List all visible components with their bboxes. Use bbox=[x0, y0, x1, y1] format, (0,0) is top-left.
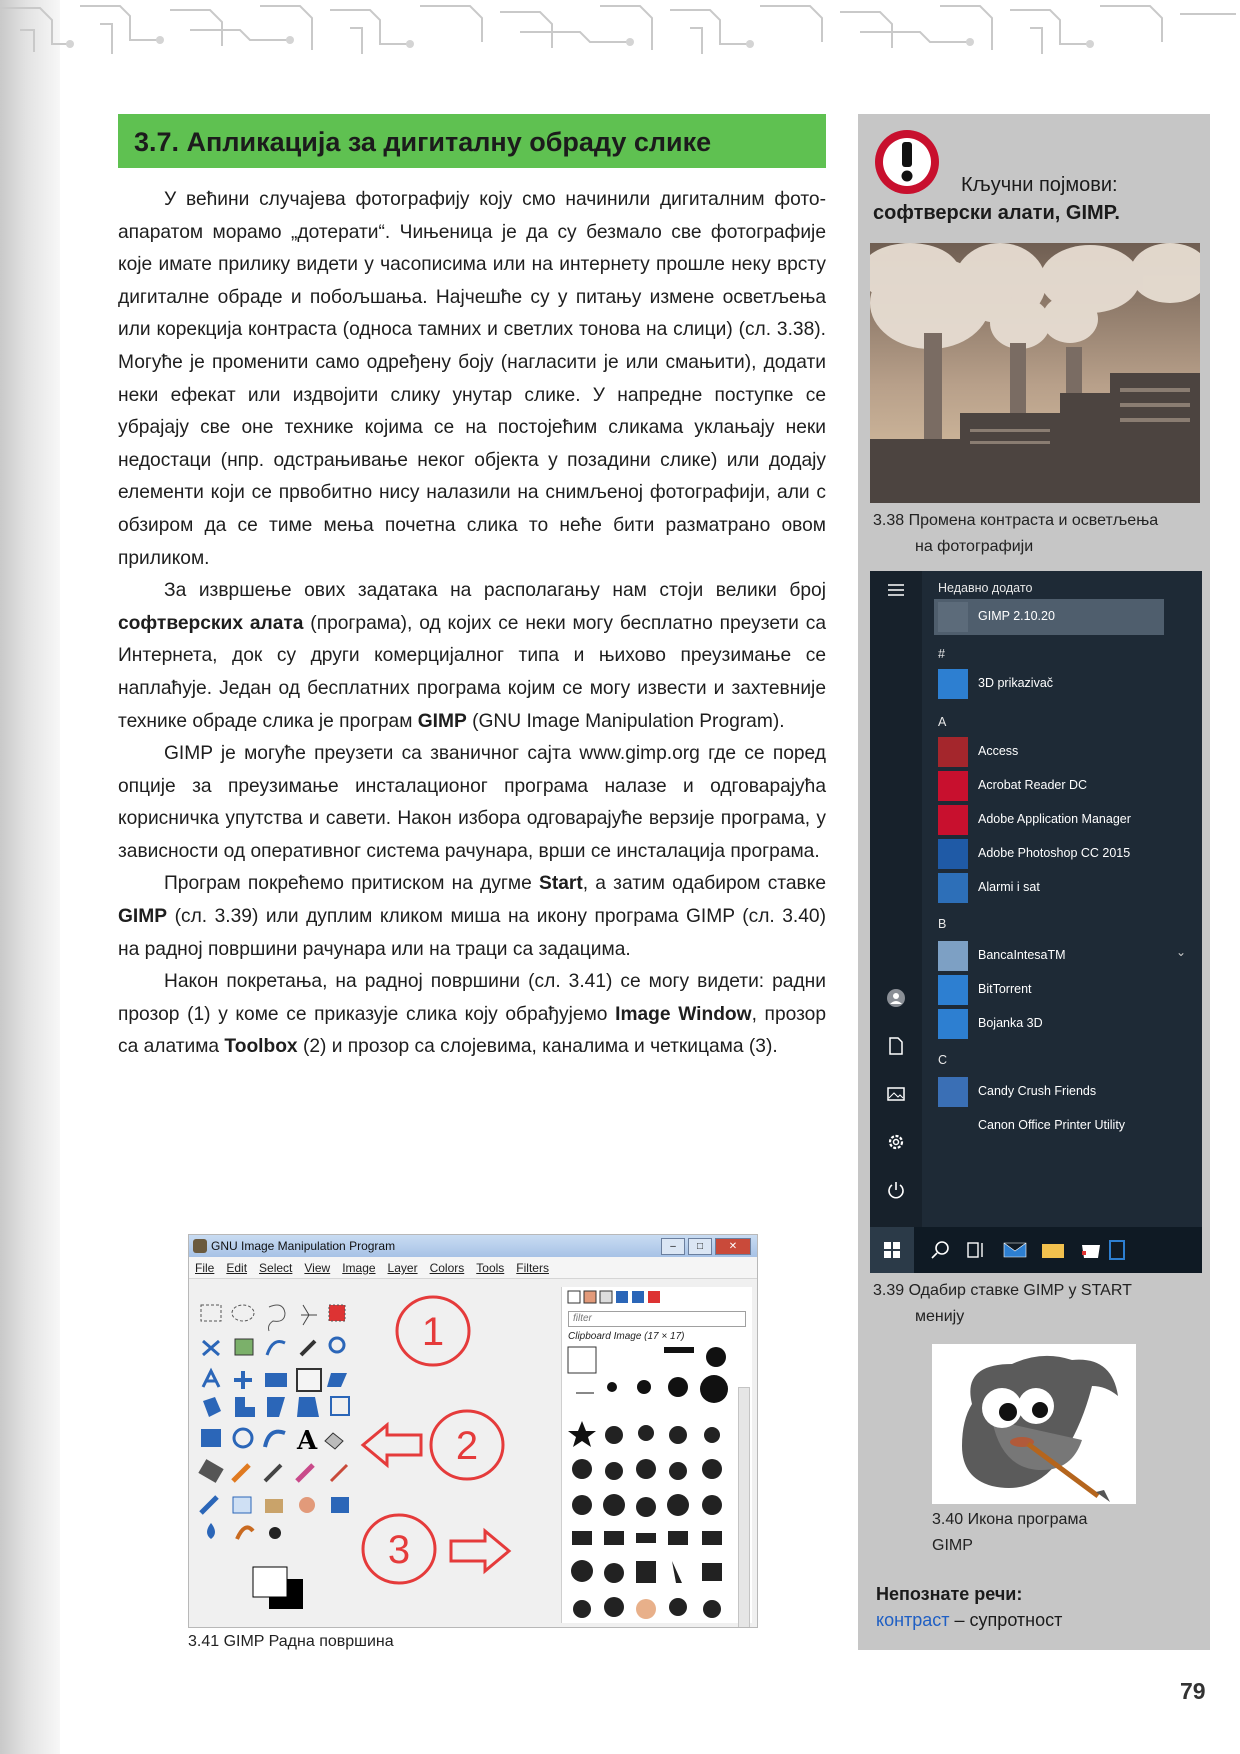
search-icon bbox=[936, 1242, 948, 1254]
caption-3-39-line1: 3.39 Одабир ставке GIMP у START bbox=[873, 1282, 1132, 1299]
figure-annotations bbox=[189, 1235, 757, 1627]
start-item-alarms[interactable]: Alarmi i sat bbox=[938, 871, 1194, 905]
start-item-3d-viewer[interactable]: 3D prikazivač bbox=[938, 667, 1194, 701]
alert-exclamation-icon bbox=[872, 127, 942, 197]
gimp-wilber-icon bbox=[932, 1344, 1136, 1504]
gimp-window-title: GNU Image Manipulation Program bbox=[211, 1239, 396, 1253]
adobe-am-tile-icon bbox=[938, 805, 968, 835]
key-terms: софтверски алати, GIMP. bbox=[873, 202, 1120, 224]
start-item-access[interactable]: Access bbox=[938, 735, 1194, 769]
start-item-bancaintesa[interactable]: BancaIntesaTM ⌄ bbox=[938, 939, 1194, 973]
paragraph-3: GIMP је могуће преузети са званичног сајта www.gimp.org где се поред опције за преузимање инсталационог програма налазе и одговарајућа корисничка упутства и савети. Након избора одговарајуће верзије програма, у зависности од оперативног система рачунара, врши се инсталација програма. bbox=[118, 743, 826, 862]
recent-header: Недавно додато bbox=[938, 581, 1033, 595]
text-tool-icon: A bbox=[297, 1426, 318, 1456]
glossary-term-link[interactable]: контраст bbox=[876, 1610, 950, 1630]
acrobat-tile-icon bbox=[938, 771, 968, 801]
bojanka-tile-icon bbox=[938, 1009, 968, 1039]
pictures-icon[interactable] bbox=[885, 1083, 907, 1105]
taskbar bbox=[870, 1227, 1202, 1273]
maximize-icon[interactable]: □ bbox=[688, 1238, 712, 1255]
mail-icon bbox=[1004, 1243, 1026, 1257]
gimp-menu-edit[interactable]: Edit bbox=[226, 1261, 248, 1275]
canon-tile-icon bbox=[938, 1111, 968, 1141]
gimp-menu-filters[interactable]: Filters bbox=[516, 1261, 549, 1275]
account-icon[interactable] bbox=[885, 987, 907, 1009]
unknown-words-entry bbox=[876, 1610, 1062, 1631]
group-hash: # bbox=[938, 647, 945, 661]
marker-2: 2 bbox=[455, 1424, 479, 1468]
paragraph-5: Након покретања, на радној површини (сл. 3.41) се могу видети: радни прозор (1) у коме се приказује слика коју обрађујемо Image Window, прозор са алатима Toolbox (2) и прозор са слојевима, каналима и четкицама (3). bbox=[118, 971, 826, 1058]
chevron-down-icon[interactable]: ⌄ bbox=[1176, 945, 1187, 959]
start-menu-rail bbox=[870, 571, 922, 1273]
gimp-menu-file[interactable]: File bbox=[195, 1261, 215, 1275]
gimp-menu-image[interactable]: Image bbox=[342, 1261, 376, 1275]
gimp-menu-colors[interactable]: Colors bbox=[429, 1261, 465, 1275]
start-item-gimp[interactable]: GIMP 2.10.20 bbox=[938, 600, 1194, 634]
caption-3-40-line2: GIMP bbox=[932, 1537, 973, 1554]
sidebar bbox=[858, 114, 1210, 1650]
start-item-acrobat[interactable]: Acrobat Reader DC bbox=[938, 769, 1194, 803]
photoshop-tile-icon bbox=[938, 839, 968, 869]
start-item-adobe-application-manager[interactable]: Adobe Application Manager bbox=[938, 803, 1194, 837]
group-a: A bbox=[938, 715, 947, 729]
caption-3-38-line2: на фотографији bbox=[915, 538, 1034, 555]
settings-gear-icon[interactable] bbox=[885, 1131, 907, 1153]
power-icon[interactable] bbox=[885, 1179, 907, 1201]
taskbar-icons[interactable] bbox=[870, 1227, 1202, 1273]
start-menu-screenshot bbox=[870, 571, 1202, 1273]
gimp-menu-select[interactable]: Select bbox=[259, 1261, 293, 1275]
caption-3-40-line1: 3.40 Икона програма bbox=[932, 1511, 1088, 1528]
close-icon[interactable]: ✕ bbox=[715, 1238, 751, 1255]
clipboard-image-label: Clipboard Image (17 × 17) bbox=[568, 1331, 685, 1342]
caption-3-41: 3.41 GIMP Радна површина bbox=[188, 1633, 394, 1650]
caption-3-38-line1: 3.38 Промена контраста и осветљења bbox=[873, 512, 1159, 529]
start-item-photoshop[interactable]: Adobe Photoshop CC 2015 bbox=[938, 837, 1194, 871]
alarm-clock-tile-icon bbox=[938, 873, 968, 903]
glossary-definition: – супротност bbox=[949, 1610, 1063, 1630]
file-explorer-icon bbox=[1042, 1244, 1064, 1258]
marker-1: 1 bbox=[421, 1310, 445, 1354]
hamburger-icon[interactable] bbox=[885, 579, 907, 601]
task-view-icon bbox=[968, 1243, 982, 1257]
page-number: 79 bbox=[1180, 1678, 1206, 1704]
arrow-to-toolbox-icon bbox=[363, 1425, 421, 1465]
body-text bbox=[118, 184, 826, 1064]
marker-3: 3 bbox=[387, 1528, 411, 1572]
start-item-canon[interactable]: Canon Office Printer Utility bbox=[938, 1109, 1194, 1143]
book-spine-shade bbox=[0, 0, 60, 1754]
gimp-workspace-figure bbox=[188, 1234, 758, 1628]
access-tile-icon bbox=[938, 737, 968, 767]
start-item-bittorrent[interactable]: BitTorrent bbox=[938, 973, 1194, 1007]
gimp-menu-layer[interactable]: Layer bbox=[387, 1261, 418, 1275]
documents-icon[interactable] bbox=[885, 1035, 907, 1057]
banca-tile-icon bbox=[938, 941, 968, 971]
group-c: C bbox=[938, 1053, 948, 1067]
arrow-to-brushes-icon bbox=[451, 1531, 509, 1571]
candy-tile-icon bbox=[938, 1077, 968, 1107]
paragraph-4: Програм покрећемо притиском на дугме Start, а затим одабиром ставке GIMP (сл. 3.39) или дуплим кликом миша на икону програма GIMP (сл. 3.40) на радној површини рачунара или на траци са задацима. bbox=[118, 873, 827, 960]
start-item-candy-crush[interactable]: Candy Crush Friends bbox=[938, 1075, 1194, 1109]
minimize-icon[interactable]: – bbox=[661, 1238, 685, 1255]
header-ornament bbox=[0, 0, 1240, 60]
3d-viewer-tile-icon bbox=[938, 669, 968, 699]
gimp-menu-tools[interactable]: Tools bbox=[476, 1261, 505, 1275]
brush-filter-input[interactable]: filter bbox=[568, 1311, 746, 1327]
section-title: 3.7. Апликација за дигиталну обраду слике bbox=[118, 114, 826, 168]
caption-3-39-line2: менију bbox=[915, 1308, 965, 1325]
paragraph-2: За извршење ових задатака на располагању нам стоји велики број софтверских алата (програма), од којих се неки могу бесплатно преузети са Интернета, док су други комерцијалног типа и њихово преузимање се наплаћује. Један од бесплатних програма којим се могу извести и захтевније технике обраде слика је програм GIMP (GNU Image Manipulation Program). bbox=[118, 580, 826, 732]
factory-photo bbox=[870, 243, 1200, 503]
paragraph-1: У већини случајева фотографију коју смо начинили дигиталним фото-апаратом морамо „дотерати“. Чињеница је да су безмало све фотографије које имате прилику видети у часописима или на интернету прошле неку врсту дигиталне обраде и побољшања. Најчешће су у питању измене осветљења или корекција контраста (односа тамних и светлих тонова на слици) (сл. 3.38). Могуће је променити само одређену боју (нагласити је или смањити), додати неки ефекат или издвојити слику унутар слике. У напредне поступке се убрајају све оне технике којима се на постојећим сликама уклањају неки недостаци (нпр. одстрањивање неког објекта у позадини слике) или додају елементи који се првобитно нису налазили на снимљеној фотографији, али с обзиром да се тиме мења почетна слика то неће бити разматрано овом приликом. bbox=[118, 189, 826, 569]
group-b: B bbox=[938, 917, 947, 931]
bittorrent-tile-icon bbox=[938, 975, 968, 1005]
gimp-tile-icon bbox=[938, 602, 968, 632]
unknown-words-title: Непознате речи: bbox=[876, 1584, 1023, 1604]
key-terms-label: Кључни појмови: bbox=[961, 174, 1118, 196]
start-item-bojanka[interactable]: Bojanka 3D bbox=[938, 1007, 1194, 1041]
gimp-menu-view[interactable]: View bbox=[304, 1261, 331, 1275]
